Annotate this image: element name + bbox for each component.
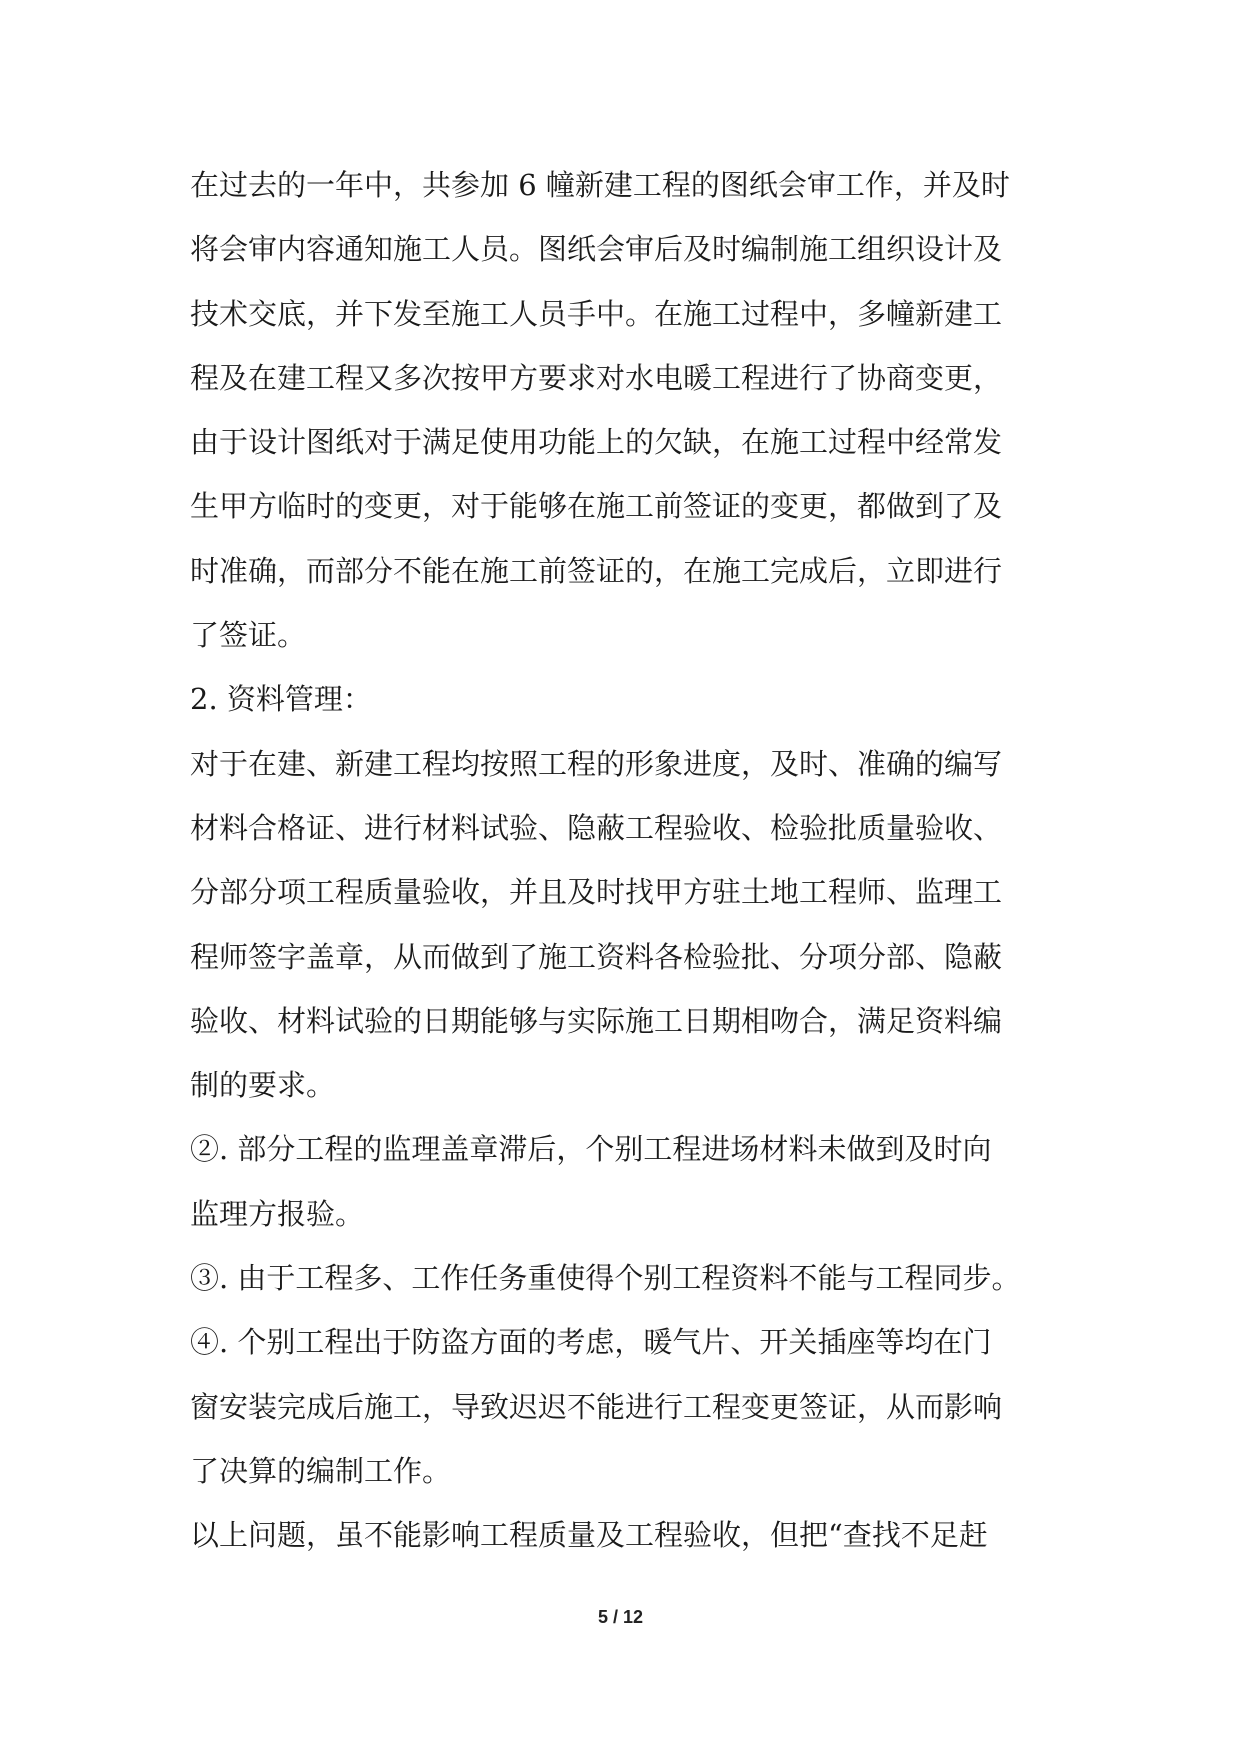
text-line: 将会审内容通知施工人员。图纸会审后及时编制施工组织设计及 xyxy=(190,232,1003,267)
text-line: 验收、材料试验的日期能够与实际施工日期相吻合，满足资料编 xyxy=(190,1003,1003,1038)
text-line: 时准确，而部分不能在施工前签证的，在施工完成后，立即进行 xyxy=(190,553,1003,588)
text-line: 材料合格证、进行材料试验、隐蔽工程验收、检验批质量验收、 xyxy=(190,810,1003,845)
text-line: 对于在建、新建工程均按照工程的形象进度，及时、准确的编写 xyxy=(190,746,1003,781)
text-line: 由于设计图纸对于满足使用功能上的欠缺，在施工过程中经常发 xyxy=(190,425,1003,460)
text-line: 在过去的一年中，共参加 6 幢新建工程的图纸会审工作，并及时 xyxy=(190,168,1010,202)
text-line: 以上问题，虽不能影响工程质量及工程验收，但把“查找不足赶 xyxy=(190,1518,988,1553)
text-line: 了决算的编制工作。 xyxy=(190,1453,452,1488)
text-line: 了签证。 xyxy=(190,618,307,653)
list-item: ④. 个别工程出于防盗方面的考虑，暖气片、开关插座等均在门 xyxy=(190,1325,992,1360)
text-line: 窗安装完成后施工，导致迟迟不能进行工程变更签证，从而影响 xyxy=(190,1389,1003,1424)
text-line: 制的要求。 xyxy=(190,1068,336,1103)
text-line: 技术交底，并下发至施工人员手中。在施工过程中，多幢新建工 xyxy=(190,296,1003,331)
page-number: 5 / 12 xyxy=(597,1607,644,1627)
list-item: ③. 由于工程多、工作任务重使得个别工程资料不能与工程同步。 xyxy=(190,1261,1021,1296)
text-line: 监理方报验。 xyxy=(190,1196,365,1231)
text-line: 生甲方临时的变更，对于能够在施工前签证的变更，都做到了及 xyxy=(190,489,1003,524)
text-line: 程及在建工程又多次按甲方要求对水电暖工程进行了协商变更， xyxy=(190,360,1003,395)
text-line: 程师签字盖章，从而做到了施工资料各检验批、分项分部、隐蔽 xyxy=(190,939,1003,974)
body-text xyxy=(190,153,1070,1568)
text-line: 分部分项工程质量验收，并且及时找甲方驻土地工程师、监理工 xyxy=(190,875,1003,910)
section-heading: 2. 资料管理： xyxy=(190,682,372,717)
list-item: ②. 部分工程的监理盖章滞后，个别工程进场材料未做到及时向 xyxy=(190,1132,992,1167)
